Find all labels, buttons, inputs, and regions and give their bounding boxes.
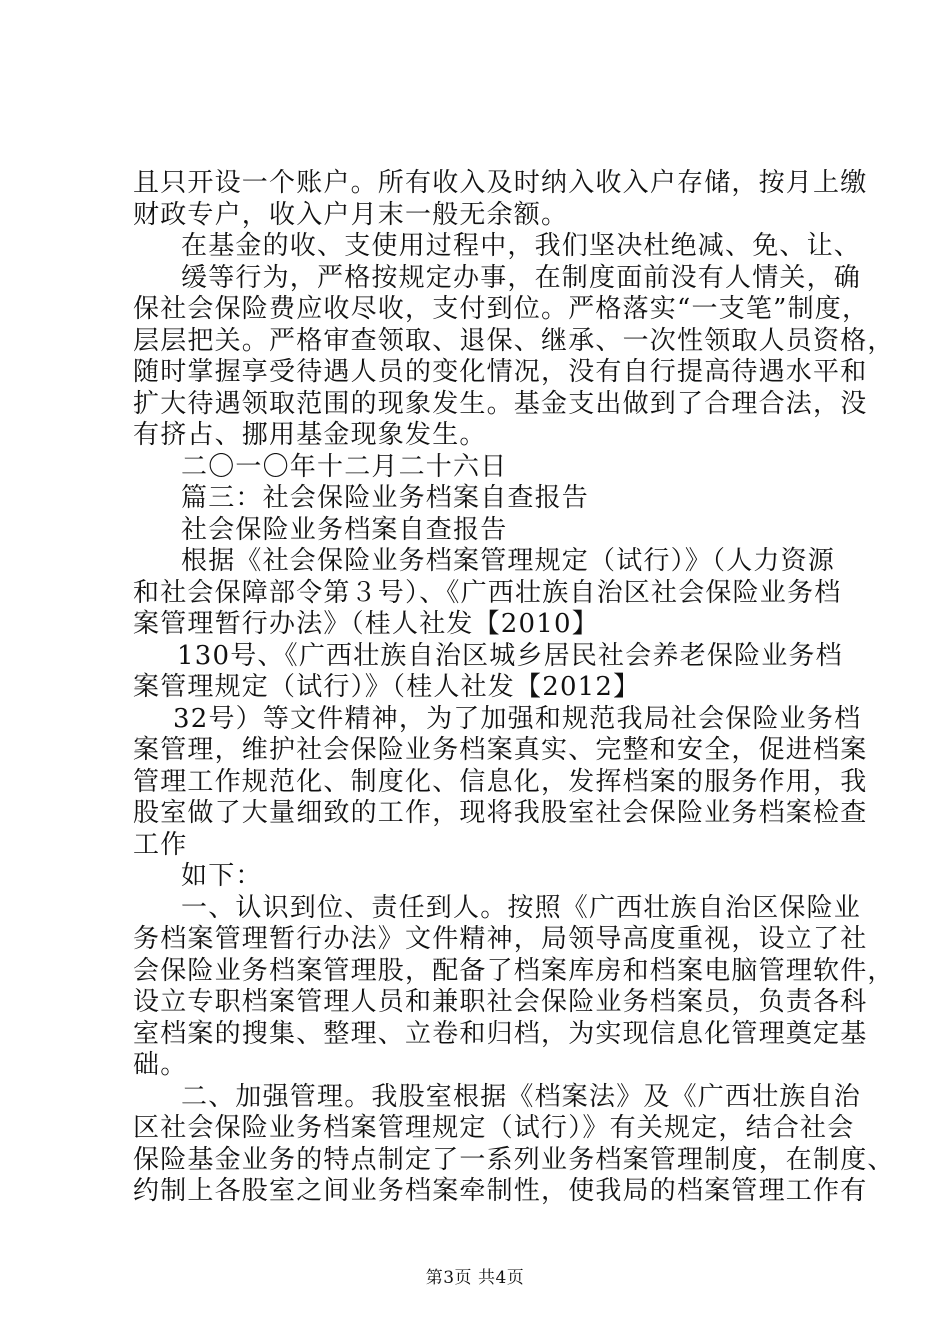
text-line: 约制上各股室之间业务档案牵制性，使我局的档案管理工作有 xyxy=(133,1176,868,1206)
text-line: 室档案的搜集、整理、立卷和归档，为实现信息化管理奠定基 xyxy=(133,1018,868,1049)
text-line: 础。 xyxy=(133,1050,188,1080)
text-line: 工作 xyxy=(133,829,188,860)
text-line: 130号、《广西壮族自治区城乡居民社会养老保险业务档 xyxy=(177,640,843,671)
text-line: 根据《社会保险业务档案管理规定（试行）》（人力资源 xyxy=(181,546,836,576)
text-line: 务档案管理暂行办法》文件精神，局领导高度重视，设立了社 xyxy=(133,924,868,954)
report-title: 社会保险业务档案自查报告 xyxy=(181,514,508,545)
text-line: 案管理暂行办法》（桂人社发【2010】 xyxy=(133,609,599,639)
text-line: 股室做了大量细致的工作，现将我股室社会保险业务档案检查 xyxy=(133,798,868,828)
text-line: 设立专职档案管理人员和兼职社会保险业务档案员，负责各科 xyxy=(133,987,868,1017)
text-line: 保险基金业务的特点制定了一系列业务档案管理制度，在制度、 xyxy=(133,1144,895,1175)
text-line: 管理工作规范化、制度化、信息化，发挥档案的服务作用，我 xyxy=(133,766,868,797)
text-line: 和社会保障部令第３号）、《广西壮族自治区社会保险业务档 xyxy=(133,577,842,608)
text-line: 层层把关。严格审查领取、退保、继承、一次性领取人员资格， xyxy=(133,325,895,356)
date-line: 二〇一〇年十二月二十六日 xyxy=(181,451,508,482)
text-line: 扩大待遇领取范围的现象发生。基金支出做到了合理合法，没 xyxy=(133,388,868,419)
page-footer: 第3页 共4页 xyxy=(425,1268,525,1288)
text-line: 且只开设一个账户。所有收入及时纳入收入户存储，按月上缴 xyxy=(133,168,868,198)
text-line: 如下： xyxy=(181,861,263,891)
text-line: 一、认识到位、责任到人。按照《广西壮族自治区保险业 xyxy=(181,892,862,923)
text-line: 保社会保险费应收尽收，支付到位。严格落实“一支笔”制度， xyxy=(133,294,870,324)
text-line: 案管理规定（试行）》（桂人社发【2012】 xyxy=(133,672,641,702)
text-line: 缓等行为，严格按规定办事，在制度面前没有人情关，确 xyxy=(181,262,862,293)
text-line: 财政专户，收入户月末一般无余额。 xyxy=(133,199,569,230)
text-line: 32号）等文件精神，为了加强和规范我局社会保险业务档 xyxy=(173,703,862,734)
section-heading: 篇三：社会保险业务档案自查报告 xyxy=(181,483,590,513)
text-line: 二、加强管理。我股室根据《档案法》及《广西壮族自治 xyxy=(181,1081,862,1112)
text-line: 有挤占、挪用基金现象发生。 xyxy=(133,420,487,450)
text-line: 案管理，维护社会保险业务档案真实、完整和安全，促进档案 xyxy=(133,735,868,765)
text-line: 在基金的收、支使用过程中，我们坚决杜绝减、免、让、 xyxy=(181,231,862,261)
text-line: 随时掌握享受待遇人员的变化情况，没有自行提高待遇水平和 xyxy=(133,357,868,387)
document-body xyxy=(133,168,895,1208)
text-line: 区社会保险业务档案管理规定（试行）》有关规定，结合社会 xyxy=(133,1113,855,1143)
text-line: 会保险业务档案管理股，配备了档案库房和档案电脑管理软件， xyxy=(133,955,895,986)
